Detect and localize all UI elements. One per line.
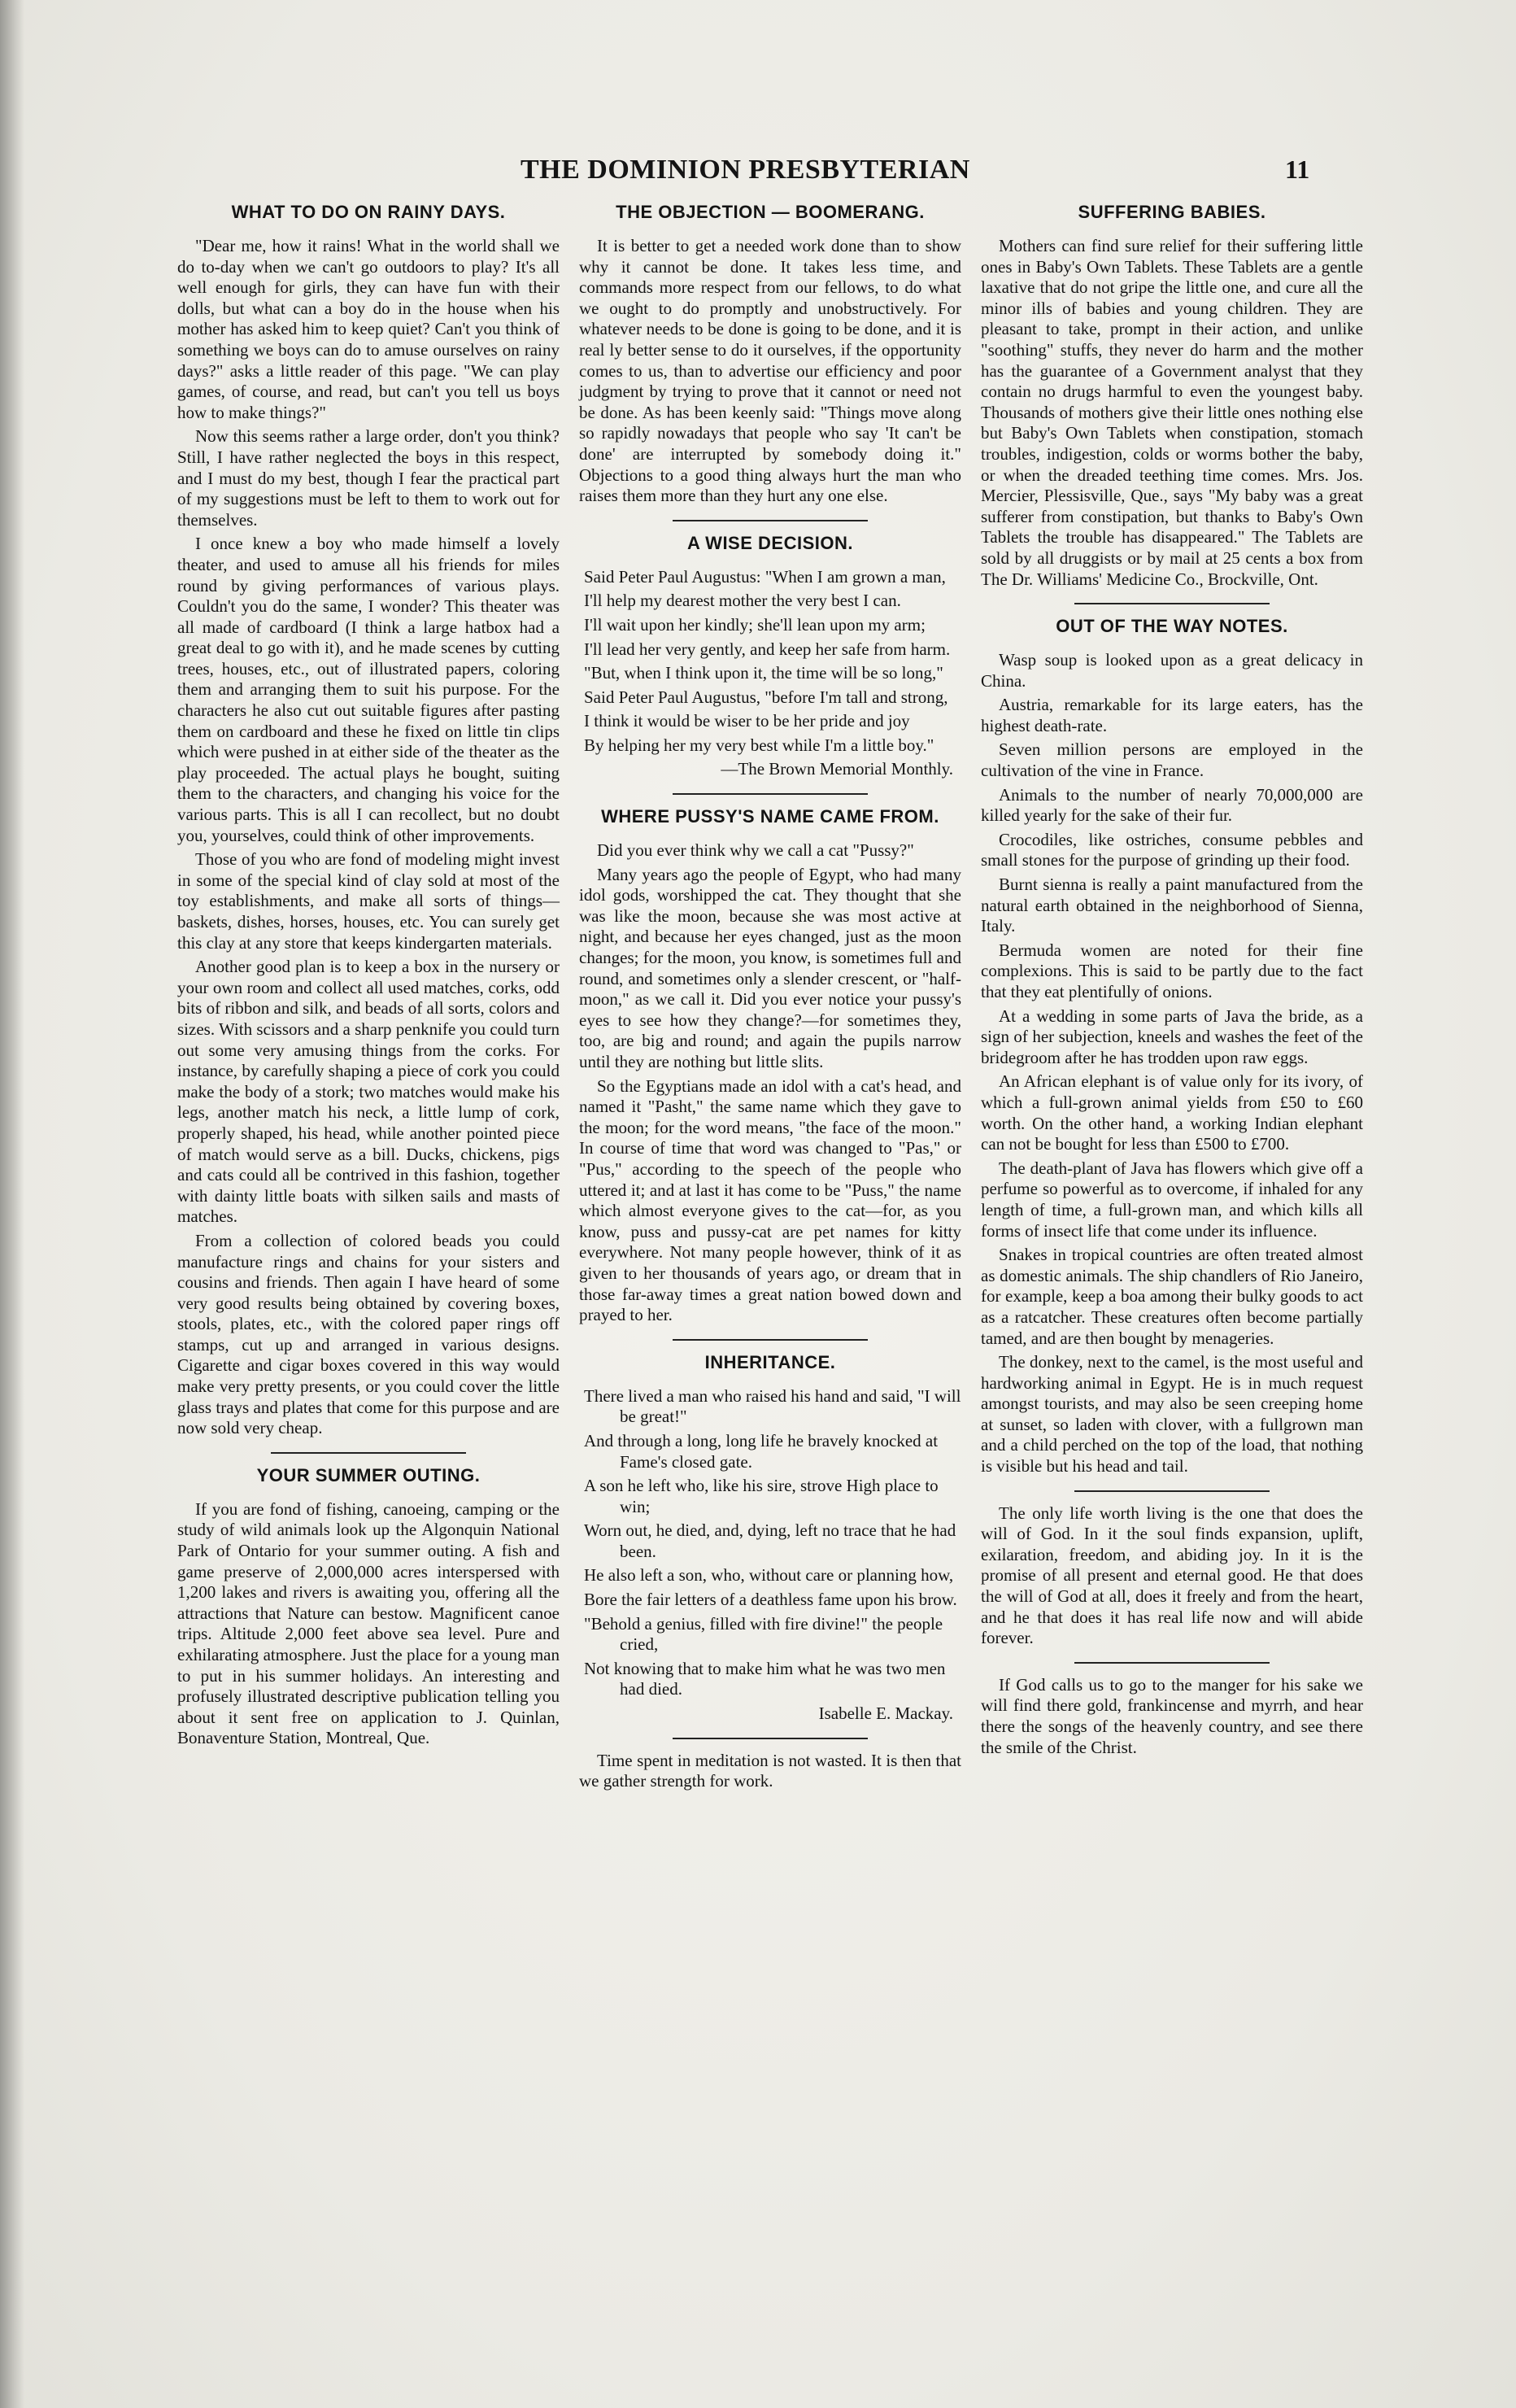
section-divider — [673, 1738, 868, 1739]
article-heading: THE OBJECTION — BOOMERANG. — [616, 202, 925, 222]
section-divider — [271, 1452, 466, 1454]
poem-line: Bore the fair letters of a deathless fame upon his brow. — [584, 1590, 957, 1610]
note-paragraph: An African elephant is of value only for its ivory, of which a full-grown animal yields from £50 to £60 worth. On the other hand, a working Indian elephant can not be bought for less than £500 to £700. — [981, 1071, 1363, 1154]
note-paragraph: The donkey, next to the camel, is the most useful and hardworking animal in Egypt. He is in much request amongst tourists, and may also be seen creeping home at sunset, so laden with clover, with a fullgrown man and a child perched on the top of the load, that nothing is visible but his head and tail. — [981, 1352, 1363, 1477]
filler-paragraph: The only life worth living is the one that does the will of God. In it the soul finds expansion, uplift, exilaration, freedom, and abiding joy. In it is the promise of all present and eternal good. He that does the will of God at all, does it freely and from the heart, and he that does it has real life now and will abide forever. — [981, 1503, 1363, 1648]
column-1 — [177, 197, 560, 1752]
poem-line: Not knowing that to make him what he was two men had died. — [584, 1658, 946, 1699]
article-heading: YOUR SUMMER OUTING. — [256, 1464, 481, 1485]
note-paragraph: Animals to the number of nearly 70,000,000 are killed yearly for the sake of their fur. — [981, 784, 1363, 826]
column-3 — [981, 197, 1363, 1761]
note-paragraph: Crocodiles, like ostriches, consume pebbles and small stones for the purpose of grinding up their food. — [981, 829, 1363, 870]
article-paragraph: Now this seems rather a large order, don't you think? Still, I have rather neglected the boys in this respect, and I must do my best, though I fear the practical part of my suggestions must be left to them to work out for themselves. — [177, 426, 560, 530]
poem-attribution: —The Brown Memorial Monthly. — [721, 759, 953, 779]
advert-paragraph: Mothers can find sure relief for their suffering little ones in Baby's Own Tablets. These Tablets are a gentle laxative that do not gripe the little one, and cure all the minor ills of babies and young children. They are pleasant to take, prompt in their action, and unlike "soothing" stuffs, they never do harm and the mother has the guarantee of a Government analyst that they contain no drugs harmful to even the youngest baby. Thousands of mothers give their little ones nothing else but Baby's Own Tablets when constipation, stomach troubles, indigestion, colds or worms bother the baby, or when the dreaded teething time comes. Mrs. Jos. Mercier, Plessisville, Que., says "My baby was a great sufferer from constipation, but thanks to Baby's Own Tablets the trouble has disappeared." The Tablets are sold by all druggists or by mail at 25 cents a box from The Dr. Williams' Medicine Co., Brockville, Ont. — [981, 236, 1363, 589]
section-divider — [673, 793, 868, 795]
article-heading: SUFFERING BABIES. — [1078, 202, 1266, 222]
note-paragraph: Snakes in tropical countries are often treated almost as domestic animals. The ship chandlers of Rio Janeiro, for example, keep a boa among their bulky goods to act as a ratcatcher. These creatures often become partially tamed, and are then bought by menageries. — [981, 1245, 1363, 1348]
poem-line: And through a long, long life he bravely knocked at Fame's closed gate. — [584, 1430, 939, 1472]
article-paragraph: From a collection of colored beads you could manufacture rings and chains for your sisters and cousins and friends. Then again I have heard of some very good results being obtained by covering boxes, stools, plates, etc., with the colored paper rings off stamps, cut up and arranged in various designs. Cigarette and cigar boxes covered in this way would make very pretty presents, or you could cover the little glass trays and plates that come for this purpose and are now sold very cheap. — [177, 1230, 560, 1438]
poem-line: I'll help my dearest mother the very best I can. — [584, 591, 901, 611]
poem-line: "But, when I think upon it, the time will be so long," — [584, 663, 943, 683]
note-paragraph: Austria, remarkable for its large eaters, has the highest death-rate. — [981, 695, 1363, 735]
filler-paragraph: Time spent in meditation is not wasted. It is then that we gather strength for work. — [579, 1750, 961, 1791]
note-paragraph: Burnt sienna is really a paint manufactured from the natural earth obtained in the neighborhood of Sienna, Italy. — [981, 875, 1363, 936]
page-number: 11 — [1285, 155, 1310, 184]
poem-wise-decision — [579, 567, 961, 780]
advert-paragraph: If you are fond of fishing, canoeing, camping or the study of wild animals look up the Algonquin National Park of Ontario for your summer outing. A fish and game preserve of 2,000,000 acres interspersed with 1,200 lakes and rivers is awaiting you, offering all the attractions that Nature can bestow. Magnificent canoe trips. Altitude 2,000 feet above sea level. Pure and exhilarating atmosphere. Just the place for a young man to put in his summer holidays. An interesting and profusely illustrated descriptive publication telling you about it sent free on application to J. Quinlan, Bonaventure Station, Montreal, Que. — [177, 1498, 560, 1748]
note-paragraph: Wasp soup is looked upon as a great delicacy in China. — [981, 650, 1363, 691]
poem-line: Said Peter Paul Augustus: "When I am grown a man, — [584, 566, 946, 587]
poem-line: I'll lead her very gently, and keep her safe from harm. — [584, 639, 951, 659]
poem-heading: A WISE DECISION. — [687, 532, 853, 553]
article-paragraph: Another good plan is to keep a box in the nursery or your own room and collect all used matches, corks, odd bits of ribbon and silk, and beads of all sorts, colors and sizes. With scissors and a sharp penknife you could turn out some very amusing things from the corks. For instance, by carefully shaping a piece of cork you could make the body of a stork; two matches would make his legs, another match his neck, a little lump of cork, properly shaped, his head, while another pointed piece of match would serve as a bill. Ducks, chickens, pigs and cats could all be contrived in this fashion, together with dainty little boats with silken sails and masts of matches. — [177, 957, 560, 1227]
article-paragraph: Those of you who are fond of modeling might invest in some of the special kind of clay sold at most of the toy establishments, and make all sorts of things—baskets, dishes, horses, houses, etc. You can surely get this clay at any store that keeps kindergarten materials. — [177, 849, 560, 953]
article-heading: WHAT TO DO ON RAINY DAYS. — [231, 202, 506, 222]
column-2 — [579, 197, 961, 1795]
section-divider — [673, 1339, 868, 1341]
poem-attribution: Isabelle E. Mackay. — [818, 1703, 953, 1724]
poem-inheritance — [579, 1386, 961, 1725]
page-edge-shadow — [0, 0, 24, 2408]
article-paragraph: I once knew a boy who made himself a lovely theater, and used to amuse all his friends for miles round by giving performances of various plays. Couldn't you do the same, I wonder? This theater was all made of cardboard (I think a large hatbox had a great deal to go with it), and he made scenes by cutting trees, houses, etc., out of illustrated papers, coloring them and arranging them to suit his purpose. For the characters he also cut out suitable figures after pasting them on cardboard and these he fixed on little tin clips which were pushed in at either side of the theater as the play proceeded. The actual plays he bought, suiting them to the characters, and changing his voice for the various parts. This is all I can recollect, but no doubt you, yourselves, could think of other improvements. — [177, 534, 560, 845]
article-paragraph: Many years ago the people of Egypt, who had many idol gods, worshipped the cat. They thought that she was like the moon, because she was most active at night, and because her eyes changed, just as the moon changes; for the moon, you know, is sometimes full and round, and sometimes only a slender crescent, or "half-moon," as we call it. Did you ever notice your pussy's eyes to see how they change?—for sometimes they, too, are big and round; and again the pupils narrow until they are nothing but little slits. — [579, 864, 961, 1071]
poem-line: Said Peter Paul Augustus, "before I'm tall and strong, — [584, 687, 948, 707]
article-paragraph: It is better to get a needed work done than to show why it cannot be done. It takes less time, and commands more respect from our fellows, to do what we ought to do promptly and unobstructively. For whatever needs to be done is going to be done, and it is real ly better sense to do it ourselves, if the opportunity comes to us, than to advertise our efficiency and poor judgment by trying to prove that it cannot or need not be done. As has been keenly said: "Things move along so rapidly nowadays that people who say 'It can't be done' are interrupted by somebody doing it." Objections to a good thing always hurt the man who raises them more than they hurt any one else. — [579, 236, 961, 506]
poem-line: By helping her my very best while I'm a little boy." — [584, 735, 934, 755]
poem-line: There lived a man who raised his hand and said, "I will be great!" — [584, 1385, 961, 1427]
note-paragraph: Bermuda women are noted for their fine complexions. This is said to be partly due to the fact that they eat plentifully of onions. — [981, 940, 1363, 1001]
section-divider — [1074, 603, 1270, 604]
section-divider — [1074, 1662, 1270, 1664]
section-divider — [673, 520, 868, 521]
poem-line: Worn out, he died, and, dying, left no trace that he had been. — [584, 1520, 956, 1561]
note-paragraph: The death-plant of Java has flowers which give off a perfume so powerful as to overcome, if inhaled for any length of time, a full-grown man, and which kills all forms of insect life that come under its influence. — [981, 1158, 1363, 1241]
poem-heading: INHERITANCE. — [704, 1351, 836, 1372]
poem-line: I think it would be wiser to be her pride and joy — [584, 711, 910, 731]
article-paragraph: "Dear me, how it rains! What in the world shall we do to-day when we can't go outdoors to play? It's all well enough for girls, they can have fun with their dolls, but what can a boy do in the house when his mother has asked him to keep quiet? Can't you think of something we boys can do to amuse ourselves on rainy days?" asks a little reader of this page. "We can play games, of course, and read, but can't you tell us boys how to make things?" — [177, 236, 560, 422]
masthead-title: THE DOMINION PRESBYTERIAN — [521, 155, 970, 185]
note-paragraph: At a wedding in some parts of Java the bride, as a sign of her subjection, kneels and washes the feet of the bridegroom after he has trodden upon raw eggs. — [981, 1006, 1363, 1067]
article-heading: WHERE PUSSY'S NAME CAME FROM. — [601, 806, 939, 827]
section-divider — [1074, 1490, 1270, 1492]
filler-paragraph: If God calls us to go to the manger for his sake we will find there gold, frankincense and myrrh, and hear there the songs of the heavenly country, and see there the smile of the Christ. — [981, 1674, 1363, 1757]
poem-line: I'll wait upon her kindly; she'll lean upon my arm; — [584, 614, 926, 635]
poem-line: He also left a son, who, without care or planning how, — [584, 1565, 954, 1586]
masthead — [0, 151, 1516, 192]
article-heading: OUT OF THE WAY NOTES. — [1056, 616, 1288, 637]
article-paragraph: So the Egyptians made an idol with a cat's head, and named it "Pasht," the same name which they gave to the moon; for the word means, "the face of the moon." In course of time that word was changed to "Pas," or "Pus," according to the speech of the people who uttered it; and at last it has come to be "Puss," the name which almost everyone gives to the cat—for, as you know, puss and pussy-cat are pet names for kitty everywhere. Not many people however, think of it as given to her thousands of years ago, or dream that in those far-away times a great nation bowed down and prayed to her. — [579, 1075, 961, 1325]
poem-line: A son he left who, like his sire, strove High place to win; — [584, 1476, 939, 1516]
article-paragraph: Did you ever think why we call a cat "Pussy?" — [597, 840, 914, 861]
poem-line: "Behold a genius, filled with fire divine!" the people cried, — [584, 1613, 943, 1655]
note-paragraph: Seven million persons are employed in the cultivation of the vine in France. — [981, 739, 1363, 781]
